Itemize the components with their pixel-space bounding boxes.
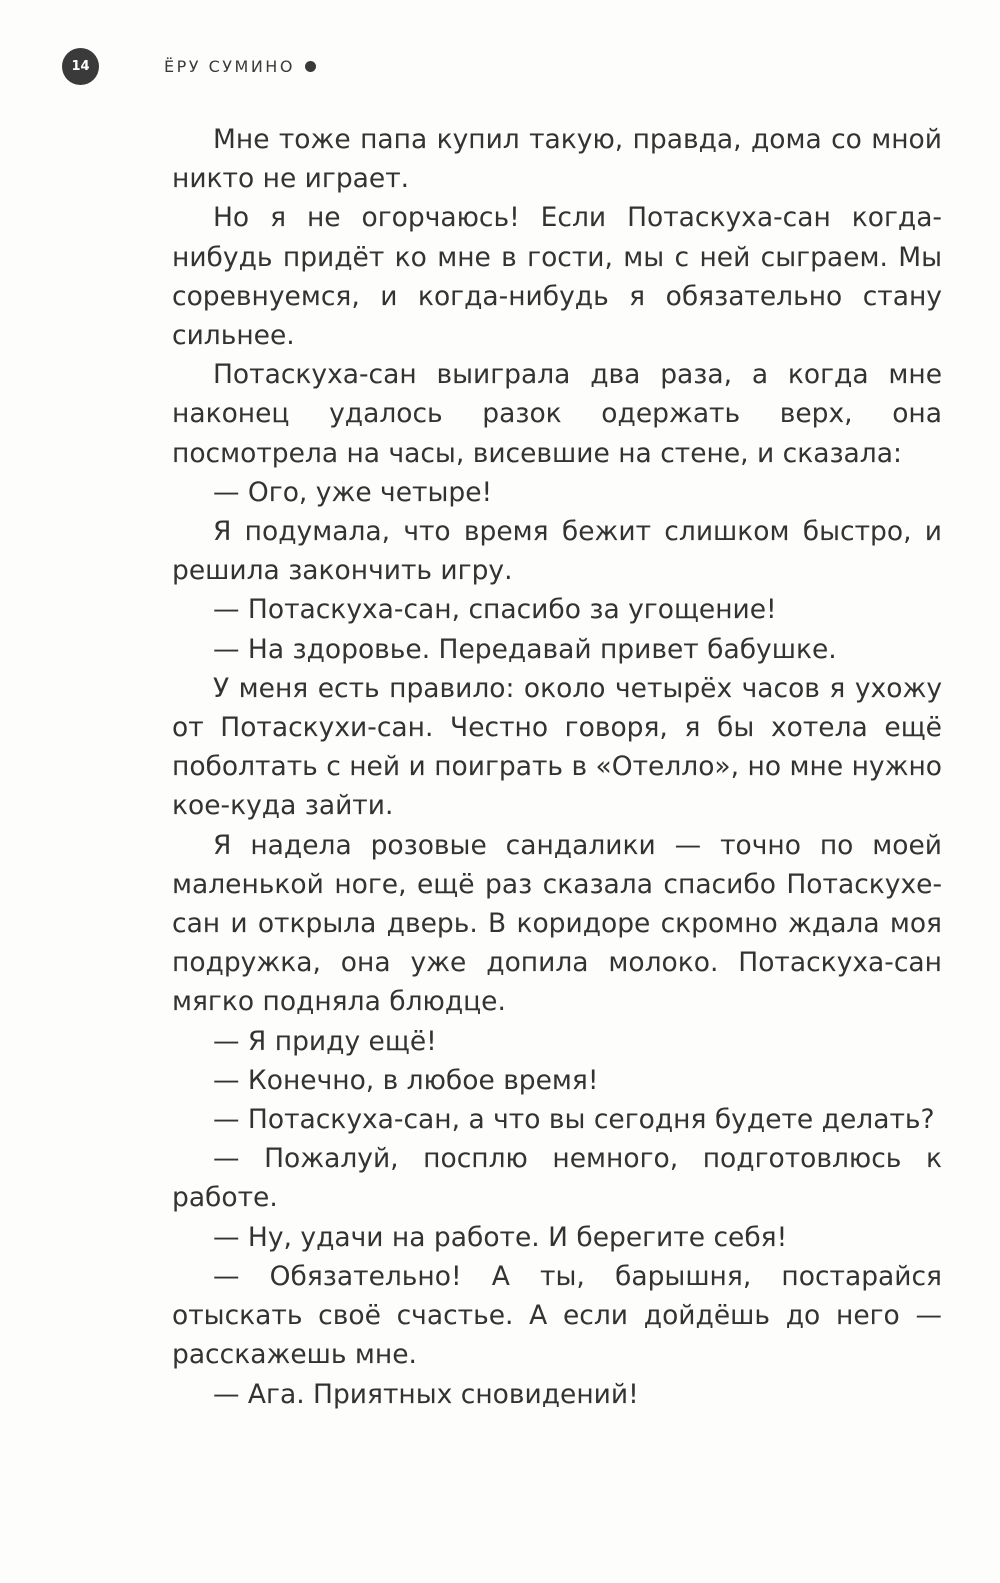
- paragraph: — Я приду ещё!: [213, 1025, 437, 1057]
- paragraph: — Ого, уже четыре!: [213, 476, 493, 508]
- paragraph: — Ага. Приятных сновидений!: [213, 1378, 639, 1410]
- paragraph: — Обязательно! А ты, барышня, постарайся отыскать своё счастье. А если дойдёшь до него — расскажешь мне.: [172, 1260, 942, 1371]
- author-name: ЁРУ СУМИНО: [164, 56, 295, 76]
- page-number: 14: [62, 48, 99, 85]
- body-text: [172, 120, 942, 1414]
- paragraph: Потаскуха-сан выиграла два раза, а когда мне наконец удалось разок одержать верх, она посмотрела на часы, висевшие на стене, и сказала:: [172, 359, 942, 469]
- paragraph: — Ну, удачи на работе. И берегите себя!: [213, 1221, 788, 1253]
- bullet-dot-icon: [305, 61, 316, 72]
- page-header: [62, 46, 316, 86]
- paragraph: — На здоровье. Передавай привет бабушке.: [213, 633, 837, 665]
- paragraph: — Потаскуха-сан, спасибо за угощение!: [213, 594, 777, 626]
- paragraph: Я подумала, что время бежит слишком быстро, и решила закончить игру.: [172, 516, 942, 587]
- paragraph: — Пожалуй, посплю немного, подготовлюсь к работе.: [172, 1143, 942, 1214]
- paragraph: Я надела розовые сандалики — точно по моей маленькой ноге, ещё раз сказала спасибо Потаскухе-сан и открыла дверь. В коридоре скромно ждала моя подружка, она уже допила молоко. Потаскуха-сан мягко подняла блюдце.: [172, 829, 942, 1018]
- paragraph: У меня есть правило: около четырёх часов я ухожу от Потаскухи-сан. Честно говоря, я бы хотела ещё поболтать с ней и поиграть в «Отелло», но мне нужно кое-куда зайти.: [172, 672, 942, 822]
- paragraph: — Конечно, в любое время!: [213, 1064, 599, 1096]
- paragraph: — Потаскуха-сан, а что вы сегодня будете делать?: [213, 1104, 935, 1136]
- paragraph: Мне тоже папа купил такую, правда, дома со мной никто не играет.: [172, 124, 942, 195]
- running-head: [164, 57, 316, 76]
- paragraph: Но я не огорчаюсь! Если Потаскуха-сан когда-нибудь придёт ко мне в гости, мы с ней сыграем. Мы соревнуемся, и когда-нибудь я обязательно стану сильнее.: [172, 202, 942, 352]
